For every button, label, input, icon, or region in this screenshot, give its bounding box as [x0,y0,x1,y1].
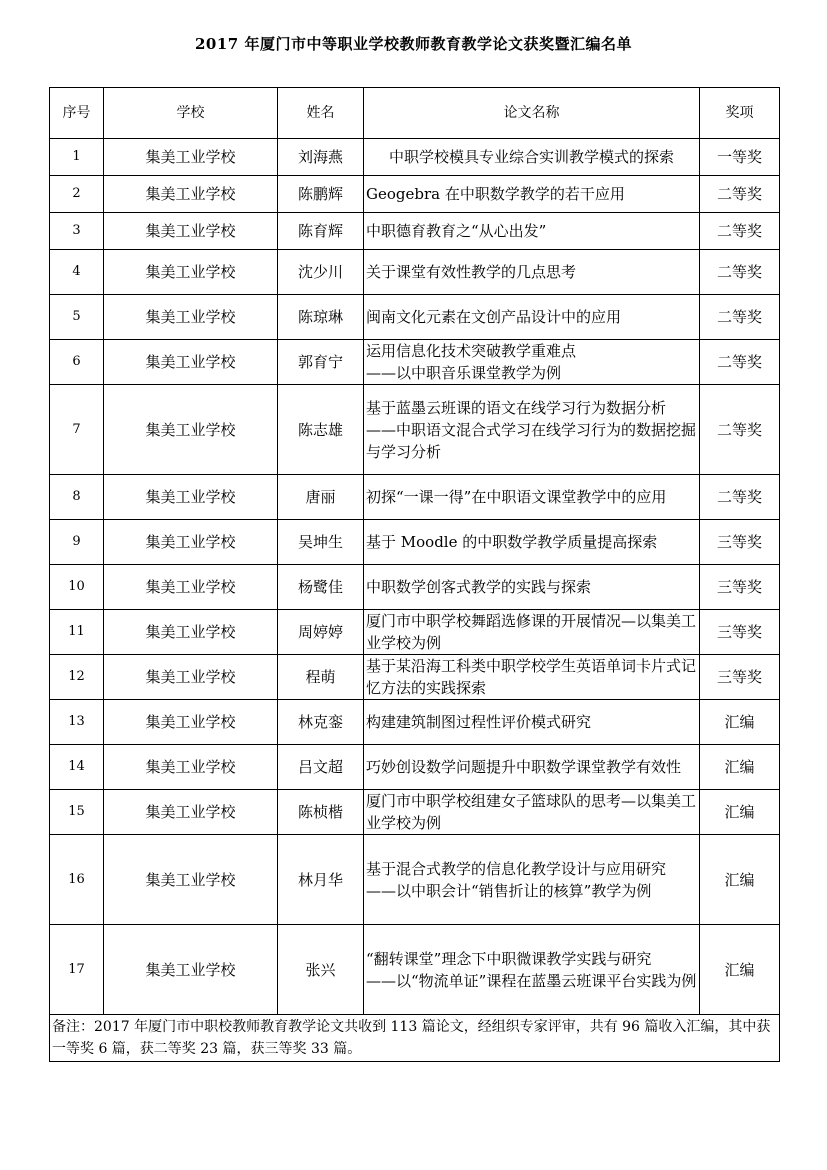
row-award: 二等奖 [700,475,780,520]
table-row [50,610,780,655]
row-award: 汇编 [700,835,780,925]
row-number: 12 [50,655,104,700]
row-number: 15 [50,790,104,835]
row-paper-title: 厦门市中职学校舞蹈选修课的开展情况—以集美工业学校为例 [364,610,700,655]
row-school: 集美工业学校 [104,213,278,250]
row-number: 14 [50,745,104,790]
row-school: 集美工业学校 [104,655,278,700]
row-paper-title: 巧妙创设数学问题提升中职数学课堂教学有效性 [364,745,700,790]
table-row [50,520,780,565]
table-row [50,700,780,745]
row-paper-title: 中职德育教育之“从心出发” [364,213,700,250]
row-number: 10 [50,565,104,610]
row-award: 汇编 [700,745,780,790]
row-award: 二等奖 [700,340,780,385]
row-award: 三等奖 [700,520,780,565]
row-award: 一等奖 [700,139,780,176]
row-award: 二等奖 [700,295,780,340]
row-school: 集美工业学校 [104,139,278,176]
header-school: 学校 [104,88,278,139]
row-paper-title: 构建建筑制图过程性评价模式研究 [364,700,700,745]
note-row [50,1015,780,1062]
table-row [50,475,780,520]
row-award: 二等奖 [700,385,780,475]
row-school: 集美工业学校 [104,295,278,340]
row-author: 林克銮 [278,700,364,745]
table-row [50,835,780,925]
row-number: 4 [50,250,104,295]
row-paper-title: 闽南文化元素在文创产品设计中的应用 [364,295,700,340]
row-paper-title: 基于蓝墨云班课的语文在线学习行为数据分析 ——中职语文混合式学习在线学习行为的数据挖掘与学习分析 [364,385,700,475]
row-number: 17 [50,925,104,1015]
row-author: 张兴 [278,925,364,1015]
table-row [50,176,780,213]
row-award: 二等奖 [700,250,780,295]
row-author: 周婷婷 [278,610,364,655]
row-paper-title: Geogebra 在中职数学教学的若干应用 [364,176,700,213]
header-paper-title: 论文名称 [364,88,700,139]
row-award: 三等奖 [700,655,780,700]
note-text: 备注：2017 年厦门市中职校教师教育教学论文共收到 113 篇论文，经组织专家评审，共有 96 篇收入汇编，其中获一等奖 6 篇，获二等奖 23 篇，获三等奖 33 篇。 [50,1015,780,1062]
table-row [50,213,780,250]
table-row [50,925,780,1015]
table-row [50,745,780,790]
row-author: 林月华 [278,835,364,925]
row-author: 唐丽 [278,475,364,520]
row-paper-title: 中职学校模具专业综合实训教学模式的探索 [364,139,700,176]
row-school: 集美工业学校 [104,745,278,790]
row-school: 集美工业学校 [104,925,278,1015]
row-author: 陈鹏辉 [278,176,364,213]
row-number: 7 [50,385,104,475]
table-row [50,385,780,475]
row-number: 1 [50,139,104,176]
row-paper-title: 关于课堂有效性教学的几点思考 [364,250,700,295]
row-author: 吕文超 [278,745,364,790]
row-school: 集美工业学校 [104,250,278,295]
row-paper-title: 厦门市中职学校组建女子篮球队的思考—以集美工业学校为例 [364,790,700,835]
row-award: 三等奖 [700,610,780,655]
row-school: 集美工业学校 [104,340,278,385]
table-row [50,655,780,700]
row-author: 陈育辉 [278,213,364,250]
row-school: 集美工业学校 [104,835,278,925]
table-header-row [50,88,780,139]
table-row [50,790,780,835]
row-paper-title: “翻转课堂”理念下中职微课教学实践与研究 ——以“物流单证”课程在蓝墨云班课平台实践为例 [364,925,700,1015]
row-author: 刘海燕 [278,139,364,176]
row-award: 二等奖 [700,213,780,250]
row-paper-title: 运用信息化技术突破教学重难点 ——以中职音乐课堂教学为例 [364,340,700,385]
row-paper-title: 中职数学创客式教学的实践与探索 [364,565,700,610]
row-number: 9 [50,520,104,565]
table-row [50,139,780,176]
row-number: 16 [50,835,104,925]
row-school: 集美工业学校 [104,385,278,475]
row-school: 集美工业学校 [104,520,278,565]
row-award: 二等奖 [700,176,780,213]
row-author: 杨鹭佳 [278,565,364,610]
row-school: 集美工业学校 [104,565,278,610]
table-row [50,250,780,295]
row-award: 汇编 [700,700,780,745]
row-school: 集美工业学校 [104,610,278,655]
row-award: 汇编 [700,925,780,1015]
header-name: 姓名 [278,88,364,139]
row-number: 3 [50,213,104,250]
row-author: 郭育宁 [278,340,364,385]
row-paper-title: 基于混合式教学的信息化教学设计与应用研究 ——以中职会计“销售折让的核算”教学为例 [364,835,700,925]
awards-table [49,87,780,1062]
table-row [50,295,780,340]
row-school: 集美工业学校 [104,176,278,213]
row-number: 6 [50,340,104,385]
row-paper-title: 基于某沿海工科类中职学校学生英语单词卡片式记忆方法的实践探索 [364,655,700,700]
table-row [50,340,780,385]
row-number: 5 [50,295,104,340]
row-school: 集美工业学校 [104,790,278,835]
row-number: 11 [50,610,104,655]
row-paper-title: 初探“一课一得”在中职语文课堂教学中的应用 [364,475,700,520]
row-school: 集美工业学校 [104,700,278,745]
row-award: 三等奖 [700,565,780,610]
row-author: 程萌 [278,655,364,700]
row-author: 沈少川 [278,250,364,295]
table-row [50,565,780,610]
row-author: 陈志雄 [278,385,364,475]
row-school: 集美工业学校 [104,475,278,520]
row-award: 汇编 [700,790,780,835]
document-title: 2017 年厦门市中等职业学校教师教育教学论文获奖暨汇编名单 [195,35,632,53]
row-number: 13 [50,700,104,745]
row-author: 陈桢楷 [278,790,364,835]
row-author: 陈琼琳 [278,295,364,340]
header-award: 奖项 [700,88,780,139]
header-number: 序号 [50,88,104,139]
row-author: 吴坤生 [278,520,364,565]
row-number: 8 [50,475,104,520]
row-number: 2 [50,176,104,213]
row-paper-title: 基于 Moodle 的中职数学教学质量提高探索 [364,520,700,565]
